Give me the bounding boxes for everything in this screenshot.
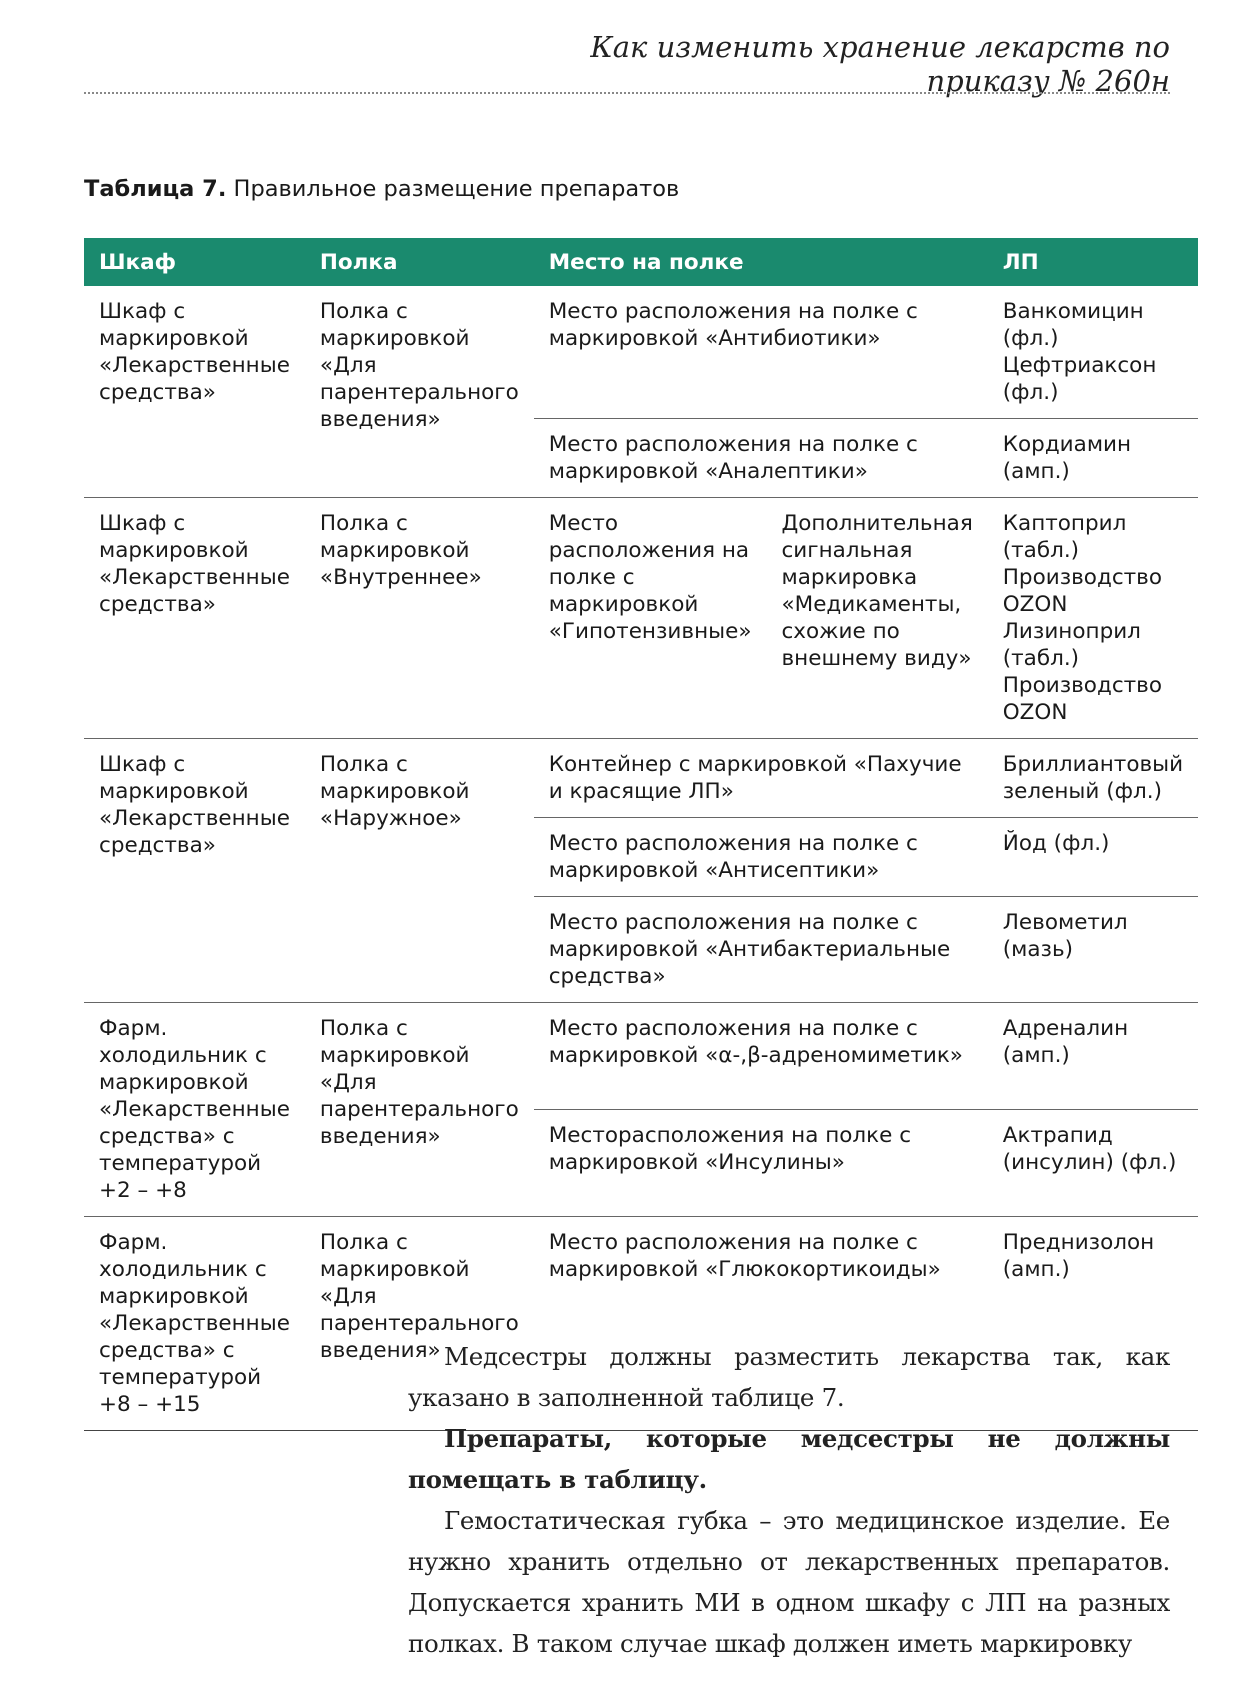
table-caption-label: Таблица 7. — [84, 176, 227, 202]
drug-cell: Бриллиантовый зеленый (фл.) — [988, 739, 1198, 818]
drug-cell: Актрапид (инсулин) (фл.) — [988, 1110, 1198, 1217]
shelf-cell: Полка с маркировкой «Для парентерального введения» — [305, 286, 534, 498]
placement-table — [84, 238, 1198, 1431]
shelf-cell: Полка с маркировкой «Для парентерального введения» — [305, 1003, 534, 1217]
cabinet-cell: Шкаф с маркировкой «Лекарственные средства» — [84, 739, 305, 1003]
place-cell: Месторасположения на полке с маркировкой «Инсулины» — [534, 1110, 988, 1217]
shelf-cell: Полка с маркировкой «Внутреннее» — [305, 498, 534, 739]
extra-marking-cell: Дополнительная сигнальная маркировка «Медикаменты, схожие по внешнему виду» — [766, 498, 987, 739]
drug-cell: Адреналин (амп.) — [988, 1003, 1198, 1110]
cabinet-cell: Шкаф с маркировкой «Лекарственные средства» — [84, 498, 305, 739]
place-cell: Место расположения на полке с маркировкой «α-,β-адреномиметик» — [534, 1003, 988, 1110]
cabinet-cell: Фарм. холодильник с маркировкой «Лекарственные средства» с температурой +2 – +8 — [84, 1003, 305, 1217]
column-header-cabinet: Шкаф — [84, 238, 305, 286]
paragraph: Гемостатическая губка – это медицинское изделие. Ее нужно хранить отдельно от лекарственных препаратов. Допускается хранить МИ в одном шкафу с ЛП на разных полках. В таком случае шкаф должен иметь маркировку — [408, 1506, 1170, 1658]
drug-cell: Преднизолон (амп.) — [988, 1217, 1198, 1431]
header-divider — [84, 92, 1170, 94]
running-header: Как изменить хранение лекарств по приказу № 260н — [590, 30, 1170, 98]
drug-cell: Кордиамин (амп.) — [988, 419, 1198, 498]
place-cell: Контейнер с маркировкой «Пахучие и красящие ЛП» — [534, 739, 988, 818]
paragraph: Медсестры должны разместить лекарства так, как указано в заполненной таблице 7. — [408, 1342, 1170, 1412]
body-text — [408, 1336, 1170, 1664]
table-header-row — [84, 238, 1198, 286]
place-cell: Место расположения на полке с маркировкой «Гипотензивные» — [534, 498, 767, 739]
drug-cell: Йод (фл.) — [988, 818, 1198, 897]
table-row — [84, 1003, 1198, 1110]
shelf-cell: Полка с маркировкой «Для парентерального введения» — [305, 1217, 534, 1431]
table-row — [84, 739, 1198, 818]
place-cell: Место расположения на полке с маркировкой «Антибиотики» — [534, 286, 988, 419]
table-caption — [84, 176, 679, 202]
paragraph-bold: Препараты, которые медсестры не должны помещать в таблицу. — [408, 1424, 1170, 1494]
table-caption-text: Правильное размещение препаратов — [233, 176, 680, 202]
drug-cell: Каптоприл (табл.) Производство OZON Лизиноприл (табл.) Производство OZON — [988, 498, 1198, 739]
place-cell: Место расположения на полке с маркировкой «Глюкокортикоиды» — [534, 1217, 988, 1431]
drug-cell: Ванкомицин (фл.) Цефтриаксон (фл.) — [988, 286, 1198, 419]
column-header-place: Место на полке — [534, 238, 988, 286]
place-cell: Место расположения на полке с маркировкой «Антисептики» — [534, 818, 988, 897]
column-header-drug: ЛП — [988, 238, 1198, 286]
column-header-shelf: Полка — [305, 238, 534, 286]
place-cell: Место расположения на полке с маркировкой «Аналептики» — [534, 419, 988, 498]
cabinet-cell: Шкаф с маркировкой «Лекарственные средства» — [84, 286, 305, 498]
place-cell: Место расположения на полке с маркировкой «Антибактериальные средства» — [534, 897, 988, 1003]
table-row — [84, 286, 1198, 419]
table-row — [84, 498, 1198, 739]
drug-cell: Левометил (мазь) — [988, 897, 1198, 1003]
cabinet-cell: Фарм. холодильник с маркировкой «Лекарственные средства» с температурой +8 – +15 — [84, 1217, 305, 1431]
shelf-cell: Полка с маркировкой «Наружное» — [305, 739, 534, 1003]
